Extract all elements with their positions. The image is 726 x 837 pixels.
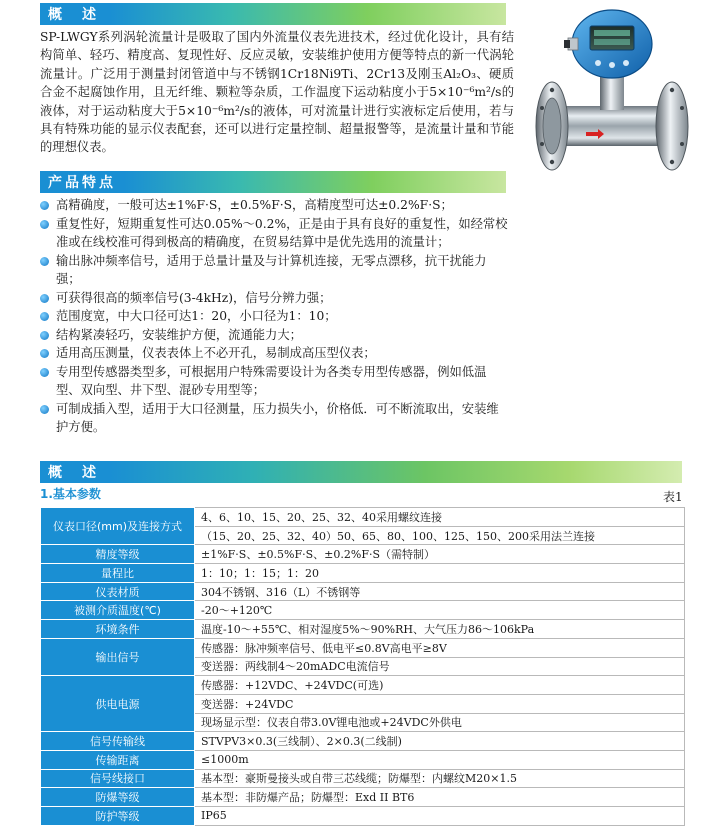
feature-item: 高精确度，一般可达±1%F·S，±0.5%F·S，高精度型可达±0.2%F·S； <box>40 196 510 215</box>
table-row <box>41 564 685 583</box>
overview-text <box>40 28 514 157</box>
parameter-value: 变送器：+24VDC <box>195 694 685 713</box>
table-row <box>41 732 685 751</box>
parameter-value: （15、20、25、32、40）50、65、80、100、125、150、200采用法兰连接 <box>195 526 685 545</box>
turbine-flowmeter-photo <box>528 8 696 172</box>
parameter-name: 信号线接口 <box>41 769 195 788</box>
parameter-value: 1：10；1：15；1：20 <box>195 564 685 583</box>
parameter-value: 304不锈钢、316（L）不锈钢等 <box>195 582 685 601</box>
parameter-value: IP65 <box>195 807 685 826</box>
section-header-features <box>40 171 506 193</box>
parameter-value: 4、6、10、15、20、25、32、40采用螺纹连接 <box>195 508 685 527</box>
parameter-value: 现场显示型：仪表自带3.0V锂电池或+24VDC外供电 <box>195 713 685 732</box>
table-row <box>41 788 685 807</box>
parameter-name: 供电电源 <box>41 676 195 732</box>
feature-item: 适用高压测量，仪表表体上不必开孔，易制成高压型仪表； <box>40 344 510 363</box>
feature-item: 范围度宽，中大口径可达1：20，小口径为1：10； <box>40 307 510 326</box>
table-row <box>41 807 685 826</box>
table-row <box>41 508 685 527</box>
parameter-name: 仪表材质 <box>41 582 195 601</box>
feature-item: 可制成插入型，适用于大口径测量，压力损失小，价格低．可不断流取出，安装维护方便。 <box>40 400 510 437</box>
parameter-value: 传感器：脉冲频率信号、低电平≤0.8V高电平≥8V <box>195 638 685 657</box>
feature-item: 可获得很高的频率信号(3-4kHz)，信号分辨力强； <box>40 289 510 308</box>
parameter-value: 温度-10～+55℃、相对湿度5%～90%RH、大气压力86～106kPa <box>195 620 685 639</box>
table-row <box>41 601 685 620</box>
table-row <box>41 750 685 769</box>
feature-list <box>40 196 510 437</box>
parameter-value: ≤1000m <box>195 750 685 769</box>
parameter-value: 传感器：+12VDC、+24VDC(可选) <box>195 676 685 695</box>
parameter-name: 输出信号 <box>41 638 195 675</box>
parameter-name: 量程比 <box>41 564 195 583</box>
section-header-parameters <box>40 461 682 483</box>
feature-item: 重复性好，短期重复性可达0.05%～0.2%，正是由于具有良好的重复性，如经常校准或在线校准可得到极高的精确度，在贸易结算中是优先选用的流量计； <box>40 215 510 252</box>
subsection-title: 1.基本参数 <box>40 487 101 501</box>
parameter-value: -20～+120℃ <box>195 601 685 620</box>
parameter-name: 精度等级 <box>41 545 195 564</box>
table-row <box>41 676 685 695</box>
feature-item: 结构紧凑轻巧，安装维护方便，流通能力大； <box>40 326 510 345</box>
section-header-overview <box>40 3 506 25</box>
section-title: 概 述 <box>48 465 99 481</box>
section-title: 概 述 <box>48 7 99 23</box>
parameter-name: 被测介质温度(℃) <box>41 601 195 620</box>
parameter-name: 防护等级 <box>41 807 195 826</box>
table-row <box>41 620 685 639</box>
parameter-name: 信号传输线 <box>41 732 195 751</box>
table-row <box>41 545 685 564</box>
parameter-value: 变送器：两线制4～20mADC电流信号 <box>195 657 685 676</box>
table-row <box>41 638 685 657</box>
parameter-value: STVPV3×0.3(三线制）、2×0.3(二线制) <box>195 732 685 751</box>
parameter-value: 基本型：豪斯曼接头或自带三芯线缆；防爆型：内螺纹M20×1.5 <box>195 769 685 788</box>
parameter-name: 环境条件 <box>41 620 195 639</box>
table-label: 表1 <box>663 490 683 504</box>
parameter-name: 传输距离 <box>41 750 195 769</box>
parameter-name: 防爆等级 <box>41 788 195 807</box>
table-row <box>41 582 685 601</box>
table-row <box>41 769 685 788</box>
feature-item: 专用型传感器类型多，可根据用户特殊需要设计为各类专用型传感器，例如低温型、双向型、井下型、混砂专用型等； <box>40 363 510 400</box>
parameter-table <box>40 507 685 826</box>
parameter-value: 基本型：非防爆产品；防爆型：Exd II BT6 <box>195 788 685 807</box>
parameter-name: 仪表口径(mm)及连接方式 <box>41 508 195 545</box>
overview-paragraph: SP-LWGY系列涡轮流量计是吸取了国内外流量仪表先进技术，经过优化设计，具有结构简单、轻巧、精度高、复现性好、反应灵敏，安装维护使用方便等特点的新一代涡轮流量计。广泛用于测量封闭管道中与不锈钢1Cr18Ni9Ti、2Cr13及刚玉Al₂O₃、硬质合金不起腐蚀作用，且无纤维、颗粒等杂质，工作温度下运动粘度小于5×10⁻⁶m²/s的液体，对于运动粘度大于5×10⁻⁶m²/s的液体，可对流量计进行实液标定后使用，若与具有特殊功能的显示仪表配套，还可以进行定量控制、超量报警等，是流量计量和节能的理想仪表。 <box>40 30 514 155</box>
parameter-value: ±1%F·S、±0.5%F·S、±0.2%F·S（需特制） <box>195 545 685 564</box>
section-title: 产品特点 <box>48 175 116 191</box>
feature-item: 输出脉冲频率信号，适用于总量计量及与计算机连接，无零点漂移，抗干扰能力强； <box>40 252 510 289</box>
